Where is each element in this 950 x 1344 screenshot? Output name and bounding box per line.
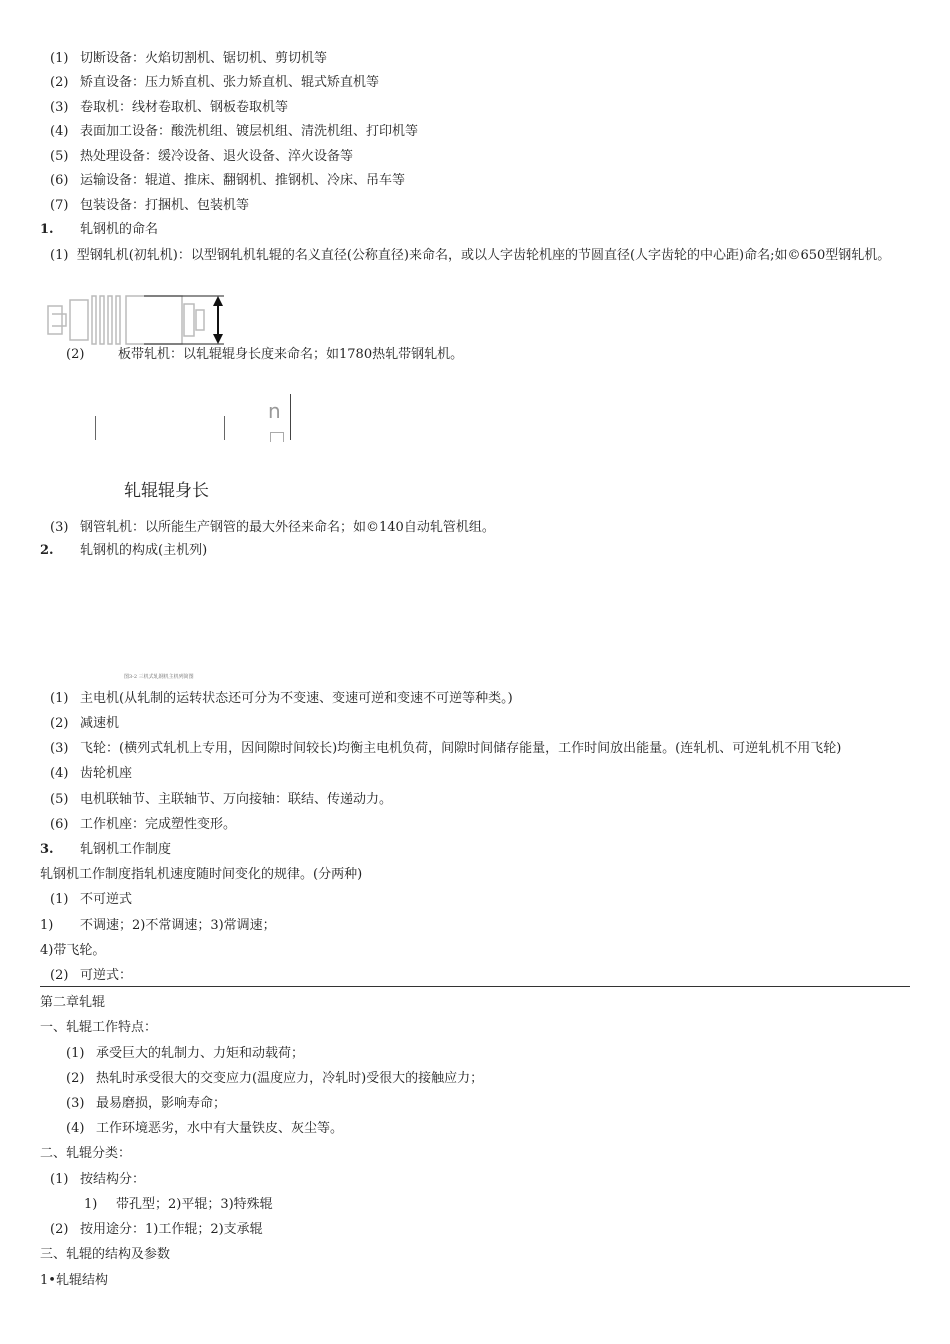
list-number: 1) [40, 918, 54, 933]
list-item [50, 172, 405, 190]
list-number: (6) [50, 173, 69, 188]
figure-line [290, 394, 291, 440]
list-number: (4) [50, 124, 69, 139]
figure-caption: 图3-2 三机式轧钢机主机列简图 [124, 674, 194, 680]
figure-line [224, 416, 225, 440]
list-item [50, 123, 418, 141]
list-number: (1) [50, 51, 69, 66]
list-text: 电机联轴节、主联轴节、万向接轴：联结、传递动力。 [80, 792, 393, 807]
section-heading [40, 221, 158, 239]
list-item [50, 1221, 263, 1239]
list-number: (5) [50, 149, 69, 164]
figure-box [270, 432, 284, 442]
list-text: 按用途分：1)工作辊；2)支承辊 [80, 1222, 263, 1237]
list-number: (5) [50, 792, 69, 807]
figure-line [95, 416, 96, 440]
list-number: (3) [50, 741, 69, 756]
list-text: 齿轮机座 [80, 766, 133, 781]
list-number: (3) [66, 1096, 85, 1111]
list-number: (2) [50, 1222, 69, 1237]
list-number: (3) [50, 100, 69, 115]
paragraph [66, 346, 463, 364]
list-item [50, 50, 327, 68]
section-number: 1. [40, 222, 54, 237]
list-item [50, 1171, 145, 1189]
section-heading [40, 841, 171, 859]
list-item [50, 891, 132, 909]
paragraph [40, 245, 910, 267]
list-number: (6) [50, 817, 69, 832]
list-text: 承受巨大的轧制力、力矩和动载荷； [96, 1046, 305, 1061]
list-item [50, 148, 353, 166]
list-text: 卷取机：线材卷取机、钢板卷取机等 [80, 100, 289, 115]
paragraph-text: 型钢轧机(初轧机)：以型钢轧机轧辊的名义直径(公称直径)来命名，或以人字齿轮机座的节圆直径(人字齿轮的中心距)命名;如©650型钢轧机。 [76, 248, 891, 263]
chapter-title: 第二章轧辊 [40, 995, 106, 1010]
list-number: (7) [50, 198, 69, 213]
list-item [50, 967, 132, 985]
list-number: (4) [50, 766, 69, 781]
list-item [66, 1070, 483, 1088]
list-text: 不调速；2)不常调速；3)常调速； [80, 918, 276, 933]
section-heading: 三、轧辊的结构及参数 [40, 1247, 171, 1262]
list-item [50, 99, 288, 117]
list-text: 主电机(从轧制的运转状态还可分为不变速、变速可逆和变速不可逆等种类。) [80, 691, 513, 706]
list-item [40, 917, 276, 935]
list-item [50, 816, 236, 834]
list-number: (1) [50, 248, 69, 263]
list-text: 表面加工设备：酸洗机组、镀层机组、清洗机组、打印机等 [80, 124, 419, 139]
list-text: 包装设备：打捆机、包装机等 [80, 198, 250, 213]
list-item [50, 740, 841, 758]
list-text: 飞轮：(横列式轧机上专用，因间隙时间较长)均衡主电机负荷，间隙时间储存能量，工作时间放出能量。(连轧机、可逆轧机不用飞轮) [80, 741, 842, 756]
list-text: 可逆式： [80, 968, 133, 983]
section-title: 轧钢机工作制度 [80, 842, 172, 857]
list-text: 运输设备：辊道、推床、翻钢机、推钢机、冷床、吊车等 [80, 173, 406, 188]
list-item [50, 690, 513, 708]
horizontal-rule [40, 986, 910, 987]
figure-symbol: n [268, 399, 281, 423]
list-number: (1) [50, 1172, 69, 1187]
list-item [50, 791, 392, 809]
list-number: (1) [50, 892, 69, 907]
section-heading: 一、轧辊工作特点： [40, 1020, 158, 1035]
list-text: 减速机 [80, 716, 120, 731]
list-text: 热处理设备：缓冷设备、退火设备、淬火设备等 [80, 149, 354, 164]
list-text: 矫直设备：压力矫直机、张力矫直机、辊式矫直机等 [80, 75, 380, 90]
list-item [66, 1120, 343, 1138]
list-text: 带孔型；2)平辊；3)特殊辊 [116, 1197, 273, 1212]
section-number: 3. [40, 842, 54, 857]
roll-schematic-figure [44, 292, 234, 348]
list-number: (1) [50, 691, 69, 706]
paragraph-text: 板带轧机：以轧辊辊身长度来命名；如1780热轧带钢轧机。 [118, 347, 464, 362]
paragraph [50, 519, 495, 537]
list-number: (2) [50, 716, 69, 731]
list-number: (2) [50, 75, 69, 90]
section-heading: 二、轧辊分类： [40, 1146, 132, 1161]
figure-caption: 轧辊辊身长 [124, 481, 209, 501]
paragraph-text: 钢管轧机：以所能生产钢管的最大外径来命名；如©140自动轧管机组。 [80, 520, 495, 535]
section-title: 轧钢机的构成(主机列) [80, 543, 208, 558]
section-number: 2. [40, 543, 54, 558]
list-item [50, 715, 119, 733]
subsection-heading: 1•轧辊结构 [40, 1273, 108, 1288]
list-text: 不可逆式 [80, 892, 133, 907]
list-text: 切断设备：火焰切割机、锯切机、剪切机等 [80, 51, 328, 66]
paragraph: 轧钢机工作制度指轧机速度随时间变化的规律。(分两种) [40, 867, 363, 882]
list-number: (4) [66, 1121, 85, 1136]
list-number: (3) [50, 520, 69, 535]
list-text: 最易磨损，影响寿命； [96, 1096, 227, 1111]
list-number: (2) [66, 1071, 85, 1086]
list-item [66, 1045, 304, 1063]
list-item: 4)带飞轮。 [40, 943, 106, 958]
list-item [50, 765, 132, 783]
section-title: 轧钢机的命名 [80, 222, 159, 237]
list-number: (2) [50, 968, 69, 983]
section-heading [40, 542, 207, 560]
list-text: 热轧时承受很大的交变应力(温度应力，冷轧时)受很大的接触应力； [96, 1071, 484, 1086]
list-item [84, 1196, 273, 1214]
list-item [66, 1095, 226, 1113]
list-number: 1) [84, 1197, 98, 1212]
list-number: (2) [66, 347, 85, 362]
list-text: 工作环境恶劣，水中有大量铁皮、灰尘等。 [96, 1121, 344, 1136]
list-text: 工作机座：完成塑性变形。 [80, 817, 237, 832]
list-text: 按结构分： [80, 1172, 146, 1187]
list-item [50, 197, 249, 215]
list-number: (1) [66, 1046, 85, 1061]
list-item [50, 74, 379, 92]
